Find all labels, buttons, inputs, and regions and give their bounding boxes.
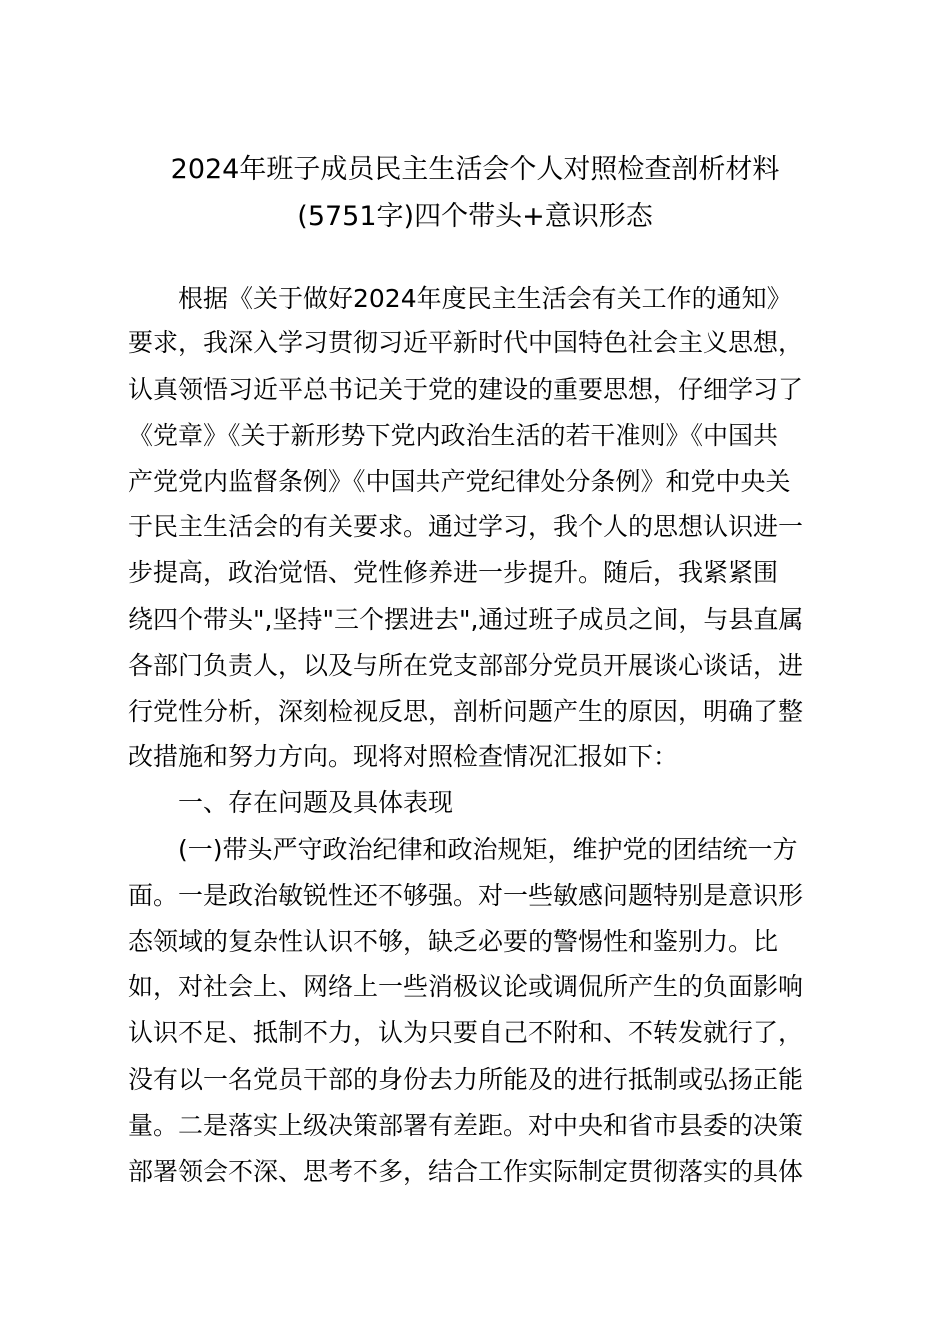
body-line-9: 各部门负责人，以及与所在党支部部分党员开展谈心谈话，进 xyxy=(128,651,804,680)
body-line-18: 没有以一名党员干部的身份去力所能及的进行抵制或弘扬正能 xyxy=(128,1065,804,1094)
body-line-3: 认真领悟习近平总书记关于党的建设的重要思想，仔细学习了 xyxy=(128,375,804,404)
body-line-20: 部署领会不深、思考不多，结合工作实际制定贯彻落实的具体 xyxy=(128,1157,804,1186)
body-line-17: 认识不足、抵制不力，认为只要自己不附和、不转发就行了， xyxy=(128,1018,804,1047)
body-line-7: 步提高，政治觉悟、党性修养进一步提升。随后，我紧紧围 xyxy=(128,558,779,587)
body-line-1: 根据《关于做好2024年度民主生活会有关工作的通知》 xyxy=(178,284,792,313)
title-line-1: 2024年班子成员民主生活会个人对照检查剖析材料 xyxy=(170,154,780,185)
body-line-10: 行党性分析，深刻检视反思，剖析问题产生的原因，明确了整 xyxy=(128,697,804,726)
body-line-5: 产党党内监督条例》《中国共产党纪律处分条例》和党中央关 xyxy=(128,467,791,496)
title-line-2: (5751字)四个带头+意识形态 xyxy=(297,201,653,232)
body-line-15: 态领域的复杂性认识不够，缺乏必要的警惕性和鉴别力。比 xyxy=(128,927,779,956)
body-line-16: 如，对社会上、网络上一些消极议论或调侃所产生的负面影响 xyxy=(128,972,804,1001)
body-line-4: 《党章》《关于新形势下党内政治生活的若干准则》《中国共 xyxy=(128,421,779,450)
body-line-19: 量。二是落实上级决策部署有差距。对中央和省市县委的决策 xyxy=(128,1111,804,1140)
body-line-2: 要求，我深入学习贯彻习近平新时代中国特色社会主义思想， xyxy=(128,328,804,357)
body-line-14: 面。一是政治敏锐性还不够强。对一些敏感问题特别是意识形 xyxy=(128,881,804,910)
section-heading: 一、存在问题及具体表现 xyxy=(178,788,454,817)
body-line-11: 改措施和努力方向。现将对照检查情况汇报如下： xyxy=(128,742,679,771)
body-line-13: (一)带头严守政治纪律和政治规矩，维护党的团结统一方 xyxy=(178,835,798,864)
body-line-8: 绕四个带头",坚持"三个摆进去",通过班子成员之间，与县直属 xyxy=(128,605,804,634)
body-line-6: 于民主生活会的有关要求。通过学习，我个人的思想认识进一 xyxy=(128,512,804,541)
